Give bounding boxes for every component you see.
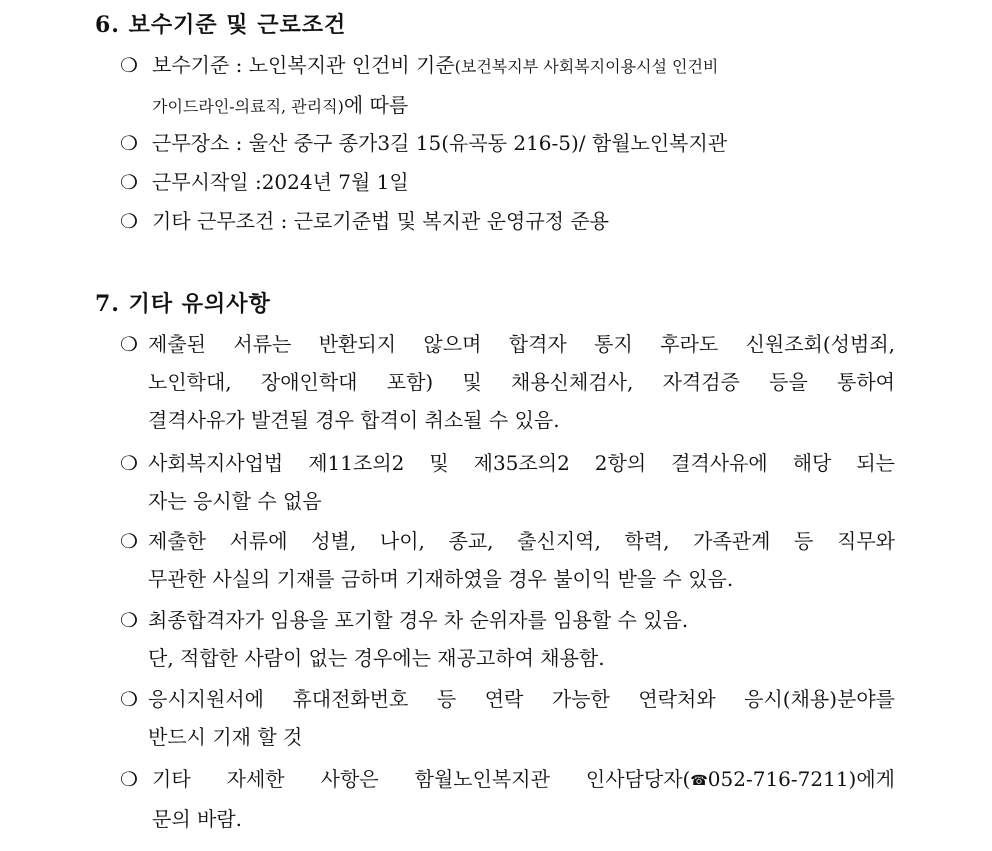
other-conditions-text: 기타 근무조건 : 근로기준법 및 복지관 운영규정 준용 [152, 209, 609, 233]
list-item-final-candidate [120, 601, 895, 677]
bullet-circle-icon: ❍ [120, 687, 138, 711]
inquiry-line-2: 문의 바람. [152, 807, 242, 831]
list-item-pay-standard [120, 46, 895, 126]
start-date-text: 근무시작일 :2024년 7월 1일 [152, 170, 409, 194]
bullet-circle-icon: ❍ [120, 529, 138, 553]
list-item-other-conditions [120, 202, 895, 240]
section-6-title: 6. 보수기준 및 근로조건 [95, 12, 347, 38]
list-item-inquiry [120, 760, 895, 838]
documents-line-2: 노인학대, 장애인학대 포함) 및 채용신체검사, 자격검증 등을 통하여 [148, 370, 895, 394]
bullet-circle-icon: ❍ [120, 131, 138, 155]
final-candidate-line-1: 최종합격자가 임용을 포기할 경우 차 순위자를 임용할 수 있음. [148, 608, 689, 632]
list-item-contact-info [120, 680, 895, 756]
bullet-circle-icon: ❍ [120, 209, 138, 233]
contact-info-line-2: 반드시 기재 할 것 [148, 725, 303, 749]
bullet-circle-icon: ❍ [120, 608, 138, 632]
bullet-circle-icon: ❍ [120, 332, 138, 356]
documents-line-3: 결격사유가 발견될 경우 합격이 취소될 수 있음. [148, 408, 560, 432]
bullet-circle-icon: ❍ [120, 53, 138, 77]
list-item-work-place [120, 124, 895, 162]
list-item-start-date [120, 163, 895, 201]
bullet-circle-icon: ❍ [120, 767, 138, 791]
disqualification-line-2: 자는 응시할 수 없음 [148, 489, 322, 513]
inquiry-phone-number: 052-716-7211)에게 [707, 767, 895, 791]
pay-standard-label: 보수기준 : 노인복지관 인건비 기준 [152, 53, 455, 77]
pay-standard-tail: 에 따름 [343, 93, 409, 117]
work-place-text: 근무장소 : 울산 중구 종가3길 15(유곡동 216-5)/ 함월노인복지관 [152, 131, 728, 155]
pay-standard-note: (보건복지부 사회복지이용시설 인건비 [454, 57, 719, 76]
contact-info-line-1: 응시지원서에 휴대전화번호 등 연락 가능한 연락처와 응시(채용)분야를 [148, 687, 895, 711]
list-item-disqualification [120, 444, 895, 520]
prohibited-info-line-1: 제출한 서류에 성별, 나이, 종교, 출신지역, 학력, 가족관계 등 직무와 [148, 529, 895, 553]
pay-standard-note-cont: 가이드라인-의료직, 관리직) [152, 97, 344, 116]
prohibited-info-line-2: 무관한 사실의 기재를 금하며 기재하였을 경우 불이익 받을 수 있음. [148, 567, 734, 591]
final-candidate-line-2: 단, 적합한 사람이 없는 경우에는 재공고하여 채용함. [148, 646, 605, 670]
inquiry-line-1-pre: 기타 자세한 사항은 함월노인복지관 인사담당자( [152, 767, 691, 791]
bullet-circle-icon: ❍ [120, 170, 138, 194]
documents-line-1: 제출된 서류는 반환되지 않으며 합격자 통지 후라도 신원조회(성범죄, [148, 332, 895, 356]
bullet-circle-icon: ❍ [120, 451, 138, 475]
phone-icon: ☎ [690, 773, 708, 789]
disqualification-line-1: 사회복지사업법 제11조의2 및 제35조의2 2항의 결격사유에 해당 되는 [148, 451, 895, 475]
list-item-prohibited-info [120, 522, 895, 598]
section-7-title: 7. 기타 유의사항 [95, 291, 271, 317]
list-item-documents-returned [120, 325, 895, 439]
